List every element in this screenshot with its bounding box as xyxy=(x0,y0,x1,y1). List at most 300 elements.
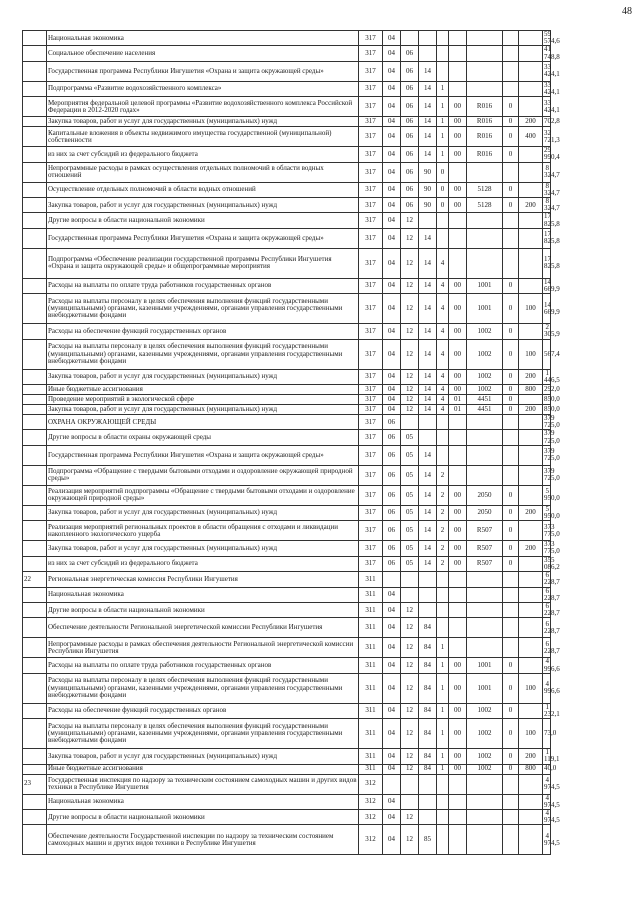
code-cell: 4 xyxy=(437,395,449,405)
code-cell xyxy=(449,430,467,445)
code-cell: 317 xyxy=(359,405,383,415)
row-name-cell: Осуществление отдельных полномочий в области водных отношений xyxy=(47,182,359,197)
code-cell: 00 xyxy=(449,556,467,571)
code-cell xyxy=(519,465,543,485)
code-cell xyxy=(503,587,519,602)
code-cell: 14 xyxy=(419,278,437,293)
row-number-cell xyxy=(23,521,47,541)
code-cell: 12 xyxy=(401,825,419,855)
code-cell xyxy=(383,572,401,587)
code-cell: 06 xyxy=(401,182,419,197)
code-cell xyxy=(503,774,519,794)
row-number-cell xyxy=(23,294,47,324)
code-cell xyxy=(519,587,543,602)
code-cell xyxy=(519,703,543,718)
code-cell: 317 xyxy=(359,385,383,395)
code-cell: 06 xyxy=(383,465,401,485)
code-cell: R016 xyxy=(467,97,503,117)
code-cell xyxy=(519,31,543,46)
code-cell xyxy=(401,572,419,587)
code-cell xyxy=(519,61,543,81)
code-cell xyxy=(437,809,449,824)
code-cell xyxy=(437,228,449,248)
table-row xyxy=(23,213,627,228)
row-sum-cell: 379 725,0 xyxy=(544,429,560,445)
code-cell: 00 xyxy=(449,182,467,197)
code-cell: 04 xyxy=(383,825,401,855)
row-number-cell xyxy=(23,369,47,384)
code-cell xyxy=(503,162,519,182)
code-cell: 1001 xyxy=(467,278,503,293)
row-sum-cell: 567,4 xyxy=(543,339,551,369)
code-cell xyxy=(419,809,437,824)
code-cell xyxy=(437,587,449,602)
table-row xyxy=(23,774,627,794)
code-cell xyxy=(449,31,467,46)
code-cell: 05 xyxy=(401,505,419,520)
row-sum-cell: 73,0 xyxy=(543,719,551,749)
code-cell: 12 xyxy=(401,719,419,749)
row-number-cell xyxy=(23,395,47,405)
code-cell: 311 xyxy=(359,673,383,703)
code-cell: 04 xyxy=(383,228,401,248)
table-row xyxy=(23,46,627,61)
code-cell: 12 xyxy=(401,339,419,369)
row-number-cell xyxy=(23,673,47,703)
code-cell: 01 xyxy=(449,395,467,405)
code-cell: 04 xyxy=(383,294,401,324)
code-cell: 04 xyxy=(383,278,401,293)
code-cell xyxy=(383,774,401,794)
code-cell: 04 xyxy=(383,162,401,182)
row-sum-cell: 379 725,0 xyxy=(543,445,551,465)
code-cell: 311 xyxy=(359,719,383,749)
table-row xyxy=(23,485,627,505)
code-cell: 00 xyxy=(449,369,467,384)
code-cell: 2 xyxy=(437,521,449,541)
row-name-cell: Иные бюджетные ассигнования xyxy=(47,764,359,774)
code-cell xyxy=(449,638,467,658)
code-cell: 12 xyxy=(401,658,419,673)
code-cell xyxy=(503,445,519,465)
row-sum-cell: 17 825,8 xyxy=(544,212,560,228)
code-cell: 84 xyxy=(419,703,437,718)
code-cell: 12 xyxy=(401,602,419,617)
code-cell: 1 xyxy=(437,749,449,764)
code-cell: 04 xyxy=(383,61,401,81)
code-cell: 06 xyxy=(401,147,419,162)
code-cell: 04 xyxy=(383,638,401,658)
code-cell: 12 xyxy=(401,703,419,718)
table-row xyxy=(23,541,627,556)
code-cell: 12 xyxy=(401,809,419,824)
code-cell: 200 xyxy=(519,198,543,213)
code-cell: 04 xyxy=(383,673,401,703)
row-sum-cell: 379 725,0 xyxy=(543,465,551,485)
row-number-cell xyxy=(23,465,47,485)
row-number-cell xyxy=(23,278,47,293)
code-cell xyxy=(449,602,467,617)
code-cell: 0 xyxy=(503,556,519,571)
code-cell: 12 xyxy=(401,618,419,638)
code-cell: 317 xyxy=(359,228,383,248)
code-cell: 317 xyxy=(359,278,383,293)
code-cell: 0 xyxy=(503,658,519,673)
row-number-cell xyxy=(23,339,47,369)
code-cell xyxy=(449,794,467,809)
row-sum-cell: 4 974,5 xyxy=(544,793,560,809)
code-cell xyxy=(419,794,437,809)
code-cell: 04 xyxy=(383,794,401,809)
code-cell: 00 xyxy=(449,719,467,749)
code-cell xyxy=(519,182,543,197)
code-cell: 06 xyxy=(401,81,419,96)
row-sum-cell: 6 228,7 xyxy=(543,638,551,658)
code-cell: 2 xyxy=(437,541,449,556)
row-sum-cell: 4 974,5 xyxy=(543,774,551,794)
row-name-cell: Закупка товаров, работ и услуг для государственных (муниципальных) нужд xyxy=(47,405,359,415)
code-cell xyxy=(519,774,543,794)
row-number-cell xyxy=(23,587,47,602)
code-cell: 14 xyxy=(419,117,437,127)
code-cell: 0 xyxy=(503,719,519,749)
code-cell: 12 xyxy=(401,228,419,248)
code-cell xyxy=(437,213,449,228)
table-row xyxy=(23,97,627,117)
code-cell xyxy=(467,213,503,228)
code-cell: 04 xyxy=(383,324,401,339)
code-cell: 311 xyxy=(359,658,383,673)
code-cell xyxy=(519,572,543,587)
table-row xyxy=(23,81,627,96)
row-name-cell: Непрограммные расходы в рамках обеспечения деятельности Региональной энергетической комиссии Республики Ингушетия xyxy=(47,638,359,658)
code-cell xyxy=(419,587,437,602)
row-number-cell: 23 xyxy=(23,774,47,794)
table-row xyxy=(23,764,627,774)
code-cell: 14 xyxy=(419,81,437,96)
row-number-cell: 22 xyxy=(23,572,47,587)
row-name-cell: Закупка товаров, работ и услуг для государственных (муниципальных) нужд xyxy=(47,505,359,520)
code-cell xyxy=(519,485,543,505)
row-name-cell: Региональная энергетическая комиссия Республики Ингушетия xyxy=(47,572,359,587)
row-name-cell: Реализация мероприятий подпрограммы «Обращение с твердыми бытовыми отходами и оздоровление окружающей природной среды» xyxy=(47,485,359,505)
code-cell: 0 xyxy=(503,182,519,197)
row-name-cell: Мероприятия федеральной целевой программы «Развитие водохозяйственного комплекса Российской Федерации в 2012-2020 годах» xyxy=(47,97,359,117)
code-cell: 317 xyxy=(359,541,383,556)
code-cell: 317 xyxy=(359,31,383,46)
code-cell xyxy=(419,572,437,587)
code-cell: 0 xyxy=(503,278,519,293)
row-name-cell: Расходы на выплаты персоналу в целях обеспечения выполнения функций государственными (муниципальными) органами, казенными учреждениями, органами управления государственными внебюджетными фондами xyxy=(47,719,359,749)
code-cell: 04 xyxy=(383,81,401,96)
table-row xyxy=(23,405,627,415)
code-cell: 317 xyxy=(359,248,383,278)
row-name-cell: Другие вопросы в области национальной экономики xyxy=(47,213,359,228)
code-cell: R016 xyxy=(467,127,503,147)
code-cell xyxy=(503,465,519,485)
row-number-cell xyxy=(23,147,47,162)
row-number-cell xyxy=(23,46,47,61)
code-cell xyxy=(467,465,503,485)
code-cell: 14 xyxy=(419,521,437,541)
code-cell: 12 xyxy=(401,278,419,293)
code-cell: 06 xyxy=(383,445,401,465)
code-cell: 06 xyxy=(401,162,419,182)
code-cell: 0 xyxy=(503,369,519,384)
row-number-cell xyxy=(23,638,47,658)
code-cell: 84 xyxy=(419,673,437,703)
code-cell: 100 xyxy=(519,339,543,369)
code-cell: R507 xyxy=(467,556,503,571)
code-cell: 06 xyxy=(383,541,401,556)
code-cell: 4 xyxy=(437,339,449,369)
table-row xyxy=(23,445,627,465)
row-name-cell: Государственная программа Республики Ингушетия «Охрана и защита окружающей среды» xyxy=(47,61,359,81)
code-cell xyxy=(503,794,519,809)
code-cell xyxy=(449,774,467,794)
table-row xyxy=(23,182,627,197)
code-cell: R507 xyxy=(467,521,503,541)
code-cell: 2050 xyxy=(467,505,503,520)
code-cell: 04 xyxy=(383,248,401,278)
table-row xyxy=(23,228,627,248)
code-cell: 84 xyxy=(419,749,437,764)
table-row xyxy=(23,430,627,445)
row-number-cell xyxy=(23,602,47,617)
table-row xyxy=(23,415,627,430)
row-sum-cell: 373 775,0 xyxy=(544,540,560,556)
code-cell: 90 xyxy=(419,162,437,182)
code-cell: 1001 xyxy=(467,673,503,703)
code-cell xyxy=(519,602,543,617)
code-cell: 1002 xyxy=(467,369,503,384)
code-cell xyxy=(437,46,449,61)
code-cell: 800 xyxy=(519,764,543,774)
code-cell xyxy=(503,61,519,81)
code-cell xyxy=(467,602,503,617)
code-cell xyxy=(519,809,543,824)
code-cell xyxy=(519,445,543,465)
code-cell xyxy=(419,430,437,445)
row-number-cell xyxy=(23,61,47,81)
row-sum-cell: 29 990,4 xyxy=(544,146,560,162)
row-sum-cell: 14 669,9 xyxy=(544,277,560,294)
code-cell xyxy=(519,81,543,96)
code-cell: 0 xyxy=(503,505,519,520)
code-cell: 1 xyxy=(437,81,449,96)
code-cell: 14 xyxy=(419,339,437,369)
code-cell: 0 xyxy=(503,485,519,505)
code-cell: 1 xyxy=(437,147,449,162)
row-number-cell xyxy=(23,248,47,278)
table-row xyxy=(23,117,627,127)
code-cell: 14 xyxy=(419,324,437,339)
row-name-cell: Подпрограмма «Обращение с твердыми бытовыми отходами и оздоровление окружающей природной среды» xyxy=(47,465,359,485)
code-cell: 14 xyxy=(419,556,437,571)
table-row xyxy=(23,556,627,571)
code-cell: 2 xyxy=(437,485,449,505)
code-cell: 04 xyxy=(383,127,401,147)
row-sum-cell: 59 574,6 xyxy=(544,30,560,46)
row-sum-cell: 4 996,6 xyxy=(544,657,560,673)
row-sum-cell: 1 232,1 xyxy=(544,702,560,718)
code-cell: 0 xyxy=(503,127,519,147)
code-cell: 12 xyxy=(401,248,419,278)
code-cell: 90 xyxy=(419,198,437,213)
row-name-cell: Расходы на обеспечение функций государственных органов xyxy=(47,703,359,718)
code-cell xyxy=(437,430,449,445)
row-sum-cell: 1 446,5 xyxy=(544,368,560,384)
code-cell: 317 xyxy=(359,369,383,384)
code-cell xyxy=(519,415,543,430)
code-cell: 00 xyxy=(449,147,467,162)
row-number-cell xyxy=(23,198,47,213)
row-name-cell: Другие вопросы в области национальной экономики xyxy=(47,602,359,617)
code-cell: 00 xyxy=(449,703,467,718)
code-cell xyxy=(437,602,449,617)
code-cell: 12 xyxy=(401,324,419,339)
code-cell: 04 xyxy=(383,369,401,384)
row-number-cell xyxy=(23,430,47,445)
table-row xyxy=(23,825,627,855)
code-cell xyxy=(519,521,543,541)
code-cell: 00 xyxy=(449,485,467,505)
code-cell: 311 xyxy=(359,618,383,638)
table-row xyxy=(23,162,627,182)
row-number-cell xyxy=(23,117,47,127)
row-sum-cell: 33 424,1 xyxy=(543,97,551,117)
code-cell: 311 xyxy=(359,764,383,774)
row-sum-cell: 4 974,5 xyxy=(544,808,560,825)
code-cell: 06 xyxy=(401,97,419,117)
row-number-cell xyxy=(23,618,47,638)
table-row xyxy=(23,505,627,520)
code-cell xyxy=(401,587,419,602)
code-cell xyxy=(467,248,503,278)
code-cell: 12 xyxy=(401,638,419,658)
code-cell: 06 xyxy=(401,46,419,61)
row-sum-cell: 6 228,7 xyxy=(543,618,551,638)
row-number-cell xyxy=(23,809,47,824)
row-sum-cell: 14 669,9 xyxy=(543,294,551,324)
code-cell: 200 xyxy=(519,117,543,127)
code-cell: 1002 xyxy=(467,324,503,339)
code-cell: 317 xyxy=(359,485,383,505)
row-name-cell: Реализация мероприятий региональных проектов в области обращения с отходами и ликвидации накопленного экологического ущерба xyxy=(47,521,359,541)
code-cell xyxy=(467,430,503,445)
code-cell xyxy=(449,445,467,465)
table-row xyxy=(23,602,627,617)
row-name-cell: Обеспечение деятельности Региональной энергетической комиссии Республики Ингушетия xyxy=(47,618,359,638)
row-name-cell: Расходы на выплаты по оплате труда работников государственных органов xyxy=(47,658,359,673)
code-cell: 0 xyxy=(503,324,519,339)
code-cell: 317 xyxy=(359,465,383,485)
code-cell: 00 xyxy=(449,198,467,213)
row-sum-cell: 379 725,0 xyxy=(544,414,560,430)
code-cell: 14 xyxy=(419,395,437,405)
code-cell xyxy=(401,774,419,794)
code-cell: 312 xyxy=(359,794,383,809)
code-cell xyxy=(437,618,449,638)
row-number-cell xyxy=(23,162,47,182)
row-sum-cell: 292,0 xyxy=(544,384,560,393)
code-cell: 84 xyxy=(419,638,437,658)
code-cell: 317 xyxy=(359,324,383,339)
code-cell: 317 xyxy=(359,556,383,571)
code-cell xyxy=(437,31,449,46)
code-cell: 4 xyxy=(437,324,449,339)
code-cell xyxy=(519,556,543,571)
row-number-cell xyxy=(23,385,47,395)
code-cell: 00 xyxy=(449,764,467,774)
code-cell: 06 xyxy=(383,415,401,430)
code-cell: 0 xyxy=(503,147,519,162)
code-cell: 1002 xyxy=(467,703,503,718)
code-cell xyxy=(449,228,467,248)
row-name-cell: Государственная программа Республики Ингушетия «Охрана и защита окружающей среды» xyxy=(47,445,359,465)
code-cell: 1001 xyxy=(467,294,503,324)
code-cell xyxy=(449,248,467,278)
code-cell: 06 xyxy=(383,505,401,520)
code-cell xyxy=(503,602,519,617)
code-cell: 04 xyxy=(383,602,401,617)
code-cell: 12 xyxy=(401,764,419,774)
code-cell: 4 xyxy=(437,278,449,293)
code-cell: 14 xyxy=(419,445,437,465)
code-cell: 0 xyxy=(503,339,519,369)
code-cell xyxy=(503,81,519,96)
row-sum-cell: 41 748,8 xyxy=(544,45,560,61)
code-cell xyxy=(449,162,467,182)
code-cell xyxy=(503,228,519,248)
row-number-cell xyxy=(23,749,47,764)
table-row xyxy=(23,147,627,162)
code-cell xyxy=(467,809,503,824)
code-cell xyxy=(503,825,519,855)
code-cell: 2050 xyxy=(467,485,503,505)
code-cell: 0 xyxy=(503,198,519,213)
code-cell: 1 xyxy=(437,638,449,658)
code-cell: 200 xyxy=(519,505,543,520)
code-cell: 14 xyxy=(419,505,437,520)
row-number-cell xyxy=(23,81,47,96)
code-cell xyxy=(467,638,503,658)
row-sum-cell: 4 996,6 xyxy=(543,673,551,703)
code-cell: 100 xyxy=(519,294,543,324)
code-cell: 00 xyxy=(449,97,467,117)
row-sum-cell: 6 228,7 xyxy=(544,601,560,618)
row-name-cell: Расходы на выплаты персоналу в целях обеспечения выполнения функций государственными (муниципальными) органами, казенными учреждениями, органами управления государственными внебюджетными фондами xyxy=(47,673,359,703)
code-cell: 317 xyxy=(359,505,383,520)
code-cell: 0 xyxy=(503,703,519,718)
code-cell xyxy=(449,46,467,61)
row-sum-cell: 8 324,7 xyxy=(544,197,560,213)
table-row xyxy=(23,278,627,293)
table-row xyxy=(23,618,627,638)
code-cell xyxy=(503,638,519,658)
row-number-cell xyxy=(23,97,47,117)
code-cell: 200 xyxy=(519,369,543,384)
code-cell: 14 xyxy=(419,248,437,278)
code-cell: 04 xyxy=(383,385,401,395)
row-number-cell xyxy=(23,703,47,718)
code-cell: 400 xyxy=(519,127,543,147)
code-cell: 05 xyxy=(401,556,419,571)
row-sum-cell: 2 305,9 xyxy=(544,323,560,339)
table-row xyxy=(23,248,627,278)
code-cell: 317 xyxy=(359,415,383,430)
code-cell xyxy=(519,794,543,809)
